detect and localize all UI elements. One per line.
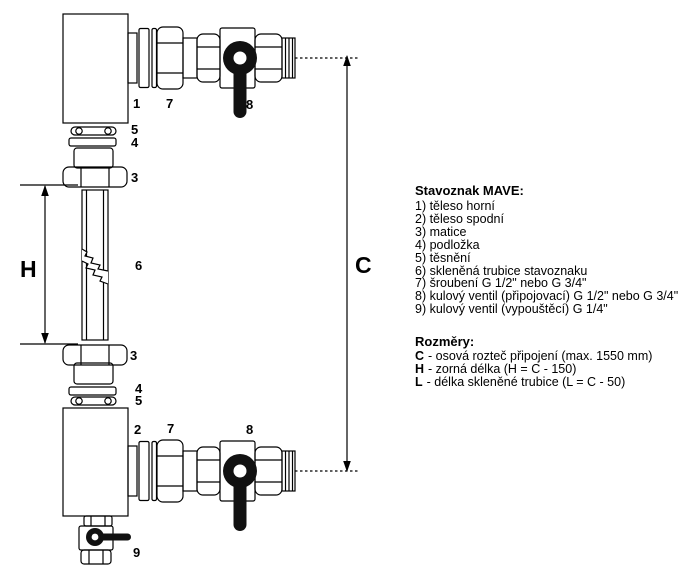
callout-part8-top: 8 (246, 97, 254, 112)
drain-handle-lever (100, 534, 131, 541)
legend-item-9: 9) kulový ventil (vypouštěcí) G 1/4" (415, 302, 608, 317)
callout-part5-bottom: 5 (135, 393, 143, 408)
drain-valve-part9 (79, 516, 131, 564)
legend-item-4: 4) podložka (415, 237, 480, 252)
callout-part4-top: 4 (131, 135, 139, 150)
dimensions-title: Rozměry: (415, 334, 475, 350)
top-nut-part3 (63, 167, 127, 187)
drain-handle-hole (92, 534, 99, 541)
top-washer-part4 (69, 138, 116, 146)
dimension-text-c: - osová rozteč připojení (max. 1550 mm) (428, 349, 653, 364)
arrowhead-down (41, 333, 49, 344)
glass-tube-part6 (82, 190, 108, 340)
bottom-gasket-part5 (71, 397, 116, 405)
callout-part5-top: 5 (131, 122, 139, 137)
callout-part7-top: 7 (166, 96, 174, 111)
top-valve-assembly (128, 27, 295, 118)
callout-part3-bottom: 3 (130, 348, 138, 363)
dimension-label-h: H (20, 256, 37, 282)
arrowhead-down (343, 461, 351, 472)
dimension-row-l (415, 376, 683, 389)
callout-part3-top: 3 (131, 170, 139, 185)
arrowhead-up (343, 55, 351, 66)
callout-part6: 6 (135, 258, 143, 273)
dimension-key-c: C (415, 349, 425, 364)
dimension-label-c: C (355, 252, 372, 278)
callout-part9: 9 (133, 545, 141, 560)
legend-item-1: 1) těleso horní (415, 199, 495, 213)
top-gland-collar (74, 148, 113, 168)
bottom-gland-collar (74, 363, 113, 384)
legend-item-7: 7) šroubení G 1/2" nebo G 3/4" (415, 276, 587, 291)
callout-part7-bottom: 7 (167, 421, 175, 436)
info-panel (415, 184, 683, 389)
lower-body-part2 (63, 408, 128, 516)
top-gasket-part5 (71, 127, 116, 135)
dimension-key-h: H (415, 362, 425, 377)
legend-item-6: 6) skleněná trubice stavoznaku (415, 263, 588, 278)
legend-item-5: 5) těsnění (415, 250, 471, 265)
dimension-text-l: - délka skleněné trubice (L = C - 50) (426, 374, 626, 389)
dimension-c (295, 55, 360, 472)
bottom-valve-assembly (128, 440, 295, 531)
callout-part4-bottom: 4 (135, 381, 143, 396)
callout-part8-bottom: 8 (246, 422, 254, 437)
dimension-text-h: - zorná délka (H = C - 150) (428, 362, 577, 377)
legend-item-2: 2) těleso spodní (415, 211, 504, 226)
upper-body-part1 (63, 14, 128, 123)
callout-part1: 1 (133, 96, 141, 111)
bottom-nut-part3 (63, 345, 127, 365)
callout-part2: 2 (134, 422, 142, 437)
dimension-key-l: L (415, 374, 423, 389)
legend-item-8: 8) kulový ventil (připojovací) G 1/2" nebo G 3/4" (415, 289, 679, 304)
arrowhead-up (41, 185, 49, 196)
bottom-washer-part4 (69, 387, 116, 395)
legend-title: Stavoznak MAVE: (415, 183, 524, 198)
legend-item-3: 3) matice (415, 224, 467, 239)
